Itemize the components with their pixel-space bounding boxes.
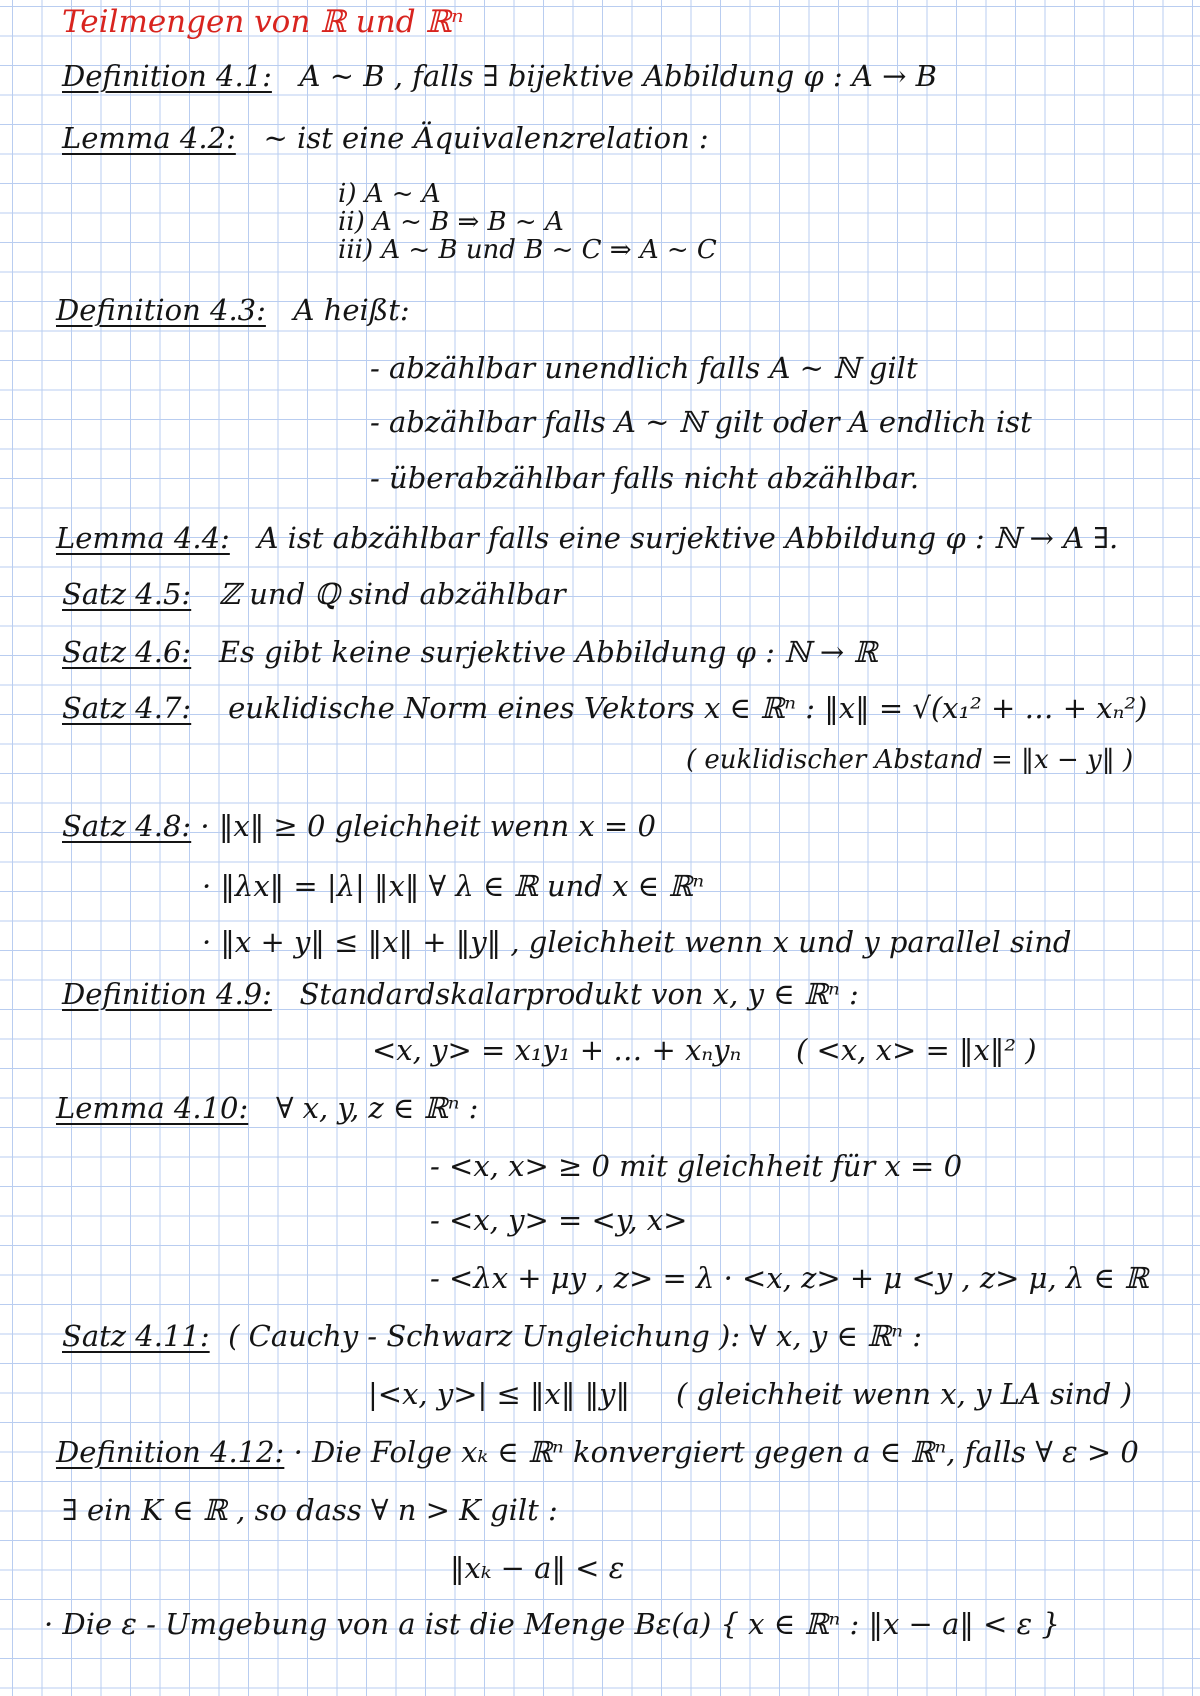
satz-4-11-formula: |<x, y>| ≤ ‖x‖ ‖y‖ bbox=[368, 1377, 631, 1411]
lemma-4-2-item: ii) A ~ B ⇒ B ~ A bbox=[338, 207, 564, 237]
definition-4-3-item: - überabzählbar falls nicht abzählbar. bbox=[370, 461, 920, 495]
definition-4-12-text3: · Die ε - Umgebung von a ist die Menge Bε(a) { x ∈ ℝⁿ : ‖x − a‖ < ε } bbox=[44, 1607, 1060, 1641]
definition-4-9-formula: <x, y> = x₁y₁ + … + xₙyₙ bbox=[372, 1033, 742, 1067]
lemma-4-10-item: - <x, x> ≥ 0 mit gleichheit für x = 0 bbox=[430, 1149, 963, 1183]
definition-4-3-item: - abzählbar falls A ~ ℕ gilt oder A endlich ist bbox=[370, 405, 1032, 439]
definition-4-12-formula: ‖xₖ − a‖ < ε bbox=[450, 1551, 625, 1585]
satz-4-7-note: ( euklidischer Abstand = ‖x − y‖ ) bbox=[686, 745, 1134, 775]
definition-4-1 bbox=[62, 58, 937, 94]
lemma-4-4 bbox=[56, 520, 1118, 556]
lemma-4-2-text: ~ ist eine Äquivalenzrelation : bbox=[263, 121, 709, 155]
definition-4-3 bbox=[56, 292, 410, 328]
definition-4-3-heading: Definition 4.3: bbox=[56, 293, 266, 327]
lemma-4-10-text: ∀ x, y, z ∈ ℝⁿ : bbox=[275, 1091, 479, 1125]
definition-4-3-text: A heißt: bbox=[293, 293, 410, 327]
page-title: Teilmengen von ℝ und ℝⁿ bbox=[62, 4, 464, 40]
definition-4-1-heading: Definition 4.1: bbox=[62, 59, 272, 93]
satz-4-7 bbox=[62, 690, 1147, 726]
lemma-4-4-heading: Lemma 4.4: bbox=[56, 521, 230, 555]
satz-4-8-item: · ‖x‖ ≥ 0 gleichheit wenn x = 0 bbox=[200, 809, 656, 843]
definition-4-3-item: - abzählbar unendlich falls A ~ ℕ gilt bbox=[370, 351, 918, 385]
satz-4-5-heading: Satz 4.5: bbox=[62, 577, 192, 611]
definition-4-12-text2: ∃ ein K ∈ ℝ , so dass ∀ n > K gilt : bbox=[62, 1493, 558, 1527]
definition-4-9-heading: Definition 4.9: bbox=[62, 977, 272, 1011]
lemma-4-2-item: iii) A ~ B und B ~ C ⇒ A ~ C bbox=[338, 235, 717, 265]
definition-4-9-text: Standardskalarprodukt von x, y ∈ ℝⁿ : bbox=[299, 977, 859, 1011]
satz-4-6 bbox=[62, 634, 878, 670]
lemma-4-10-item: - <λx + μy , z> = λ · <x, z> + μ <y , z> μ, λ ∈ ℝ bbox=[430, 1261, 1149, 1295]
definition-4-9 bbox=[62, 976, 859, 1012]
lemma-4-10-heading: Lemma 4.10: bbox=[56, 1091, 249, 1125]
satz-4-6-heading: Satz 4.6: bbox=[62, 635, 192, 669]
lemma-4-10-item: - <x, y> = <y, x> bbox=[430, 1203, 688, 1237]
definition-4-12-text: · Die Folge xₖ ∈ ℝⁿ konvergiert gegen a ∈ ℝⁿ, falls ∀ ε > 0 bbox=[293, 1435, 1139, 1469]
satz-4-11-heading: Satz 4.11: bbox=[62, 1319, 210, 1353]
lemma-4-4-text: A ist abzählbar falls eine surjektive Abbildung φ : ℕ → A ∃. bbox=[257, 521, 1119, 555]
satz-4-8-item: · ‖λx‖ = |λ| ‖x‖ ∀ λ ∈ ℝ und x ∈ ℝⁿ bbox=[202, 869, 705, 903]
satz-4-11 bbox=[62, 1318, 922, 1354]
satz-4-8-item: · ‖x + y‖ ≤ ‖x‖ + ‖y‖ , gleichheit wenn x und y parallel sind bbox=[202, 925, 1072, 959]
satz-4-7-text: euklidische Norm eines Vektors x ∈ ℝⁿ : ‖x‖ = √(x₁² + … + xₙ²) bbox=[228, 691, 1148, 725]
lemma-4-2-heading: Lemma 4.2: bbox=[62, 121, 236, 155]
lemma-4-2 bbox=[62, 120, 709, 156]
satz-4-6-text: Es gibt keine surjektive Abbildung φ : ℕ → ℝ bbox=[218, 635, 878, 669]
definition-4-1-text: A ~ B , falls ∃ bijektive Abbildung φ : A → B bbox=[299, 59, 937, 93]
lemma-4-2-item: i) A ~ A bbox=[338, 179, 441, 209]
lemma-4-10 bbox=[56, 1090, 478, 1126]
definition-4-12 bbox=[56, 1434, 1139, 1470]
satz-4-7-heading: Satz 4.7: bbox=[62, 691, 192, 725]
satz-4-11-text: ( Cauchy - Schwarz Ungleichung ): ∀ x, y ∈ ℝⁿ : bbox=[228, 1319, 922, 1353]
satz-4-8-heading: Satz 4.8: bbox=[62, 809, 192, 843]
definition-4-12-heading: Definition 4.12: bbox=[56, 1435, 285, 1469]
satz-4-8 bbox=[62, 808, 656, 844]
satz-4-11-note: ( gleichheit wenn x, y LA sind ) bbox=[676, 1377, 1133, 1411]
satz-4-5 bbox=[62, 576, 566, 612]
satz-4-5-text: ℤ und ℚ sind abzählbar bbox=[218, 577, 566, 611]
definition-4-9-note: ( <x, x> = ‖x‖² ) bbox=[796, 1033, 1037, 1067]
